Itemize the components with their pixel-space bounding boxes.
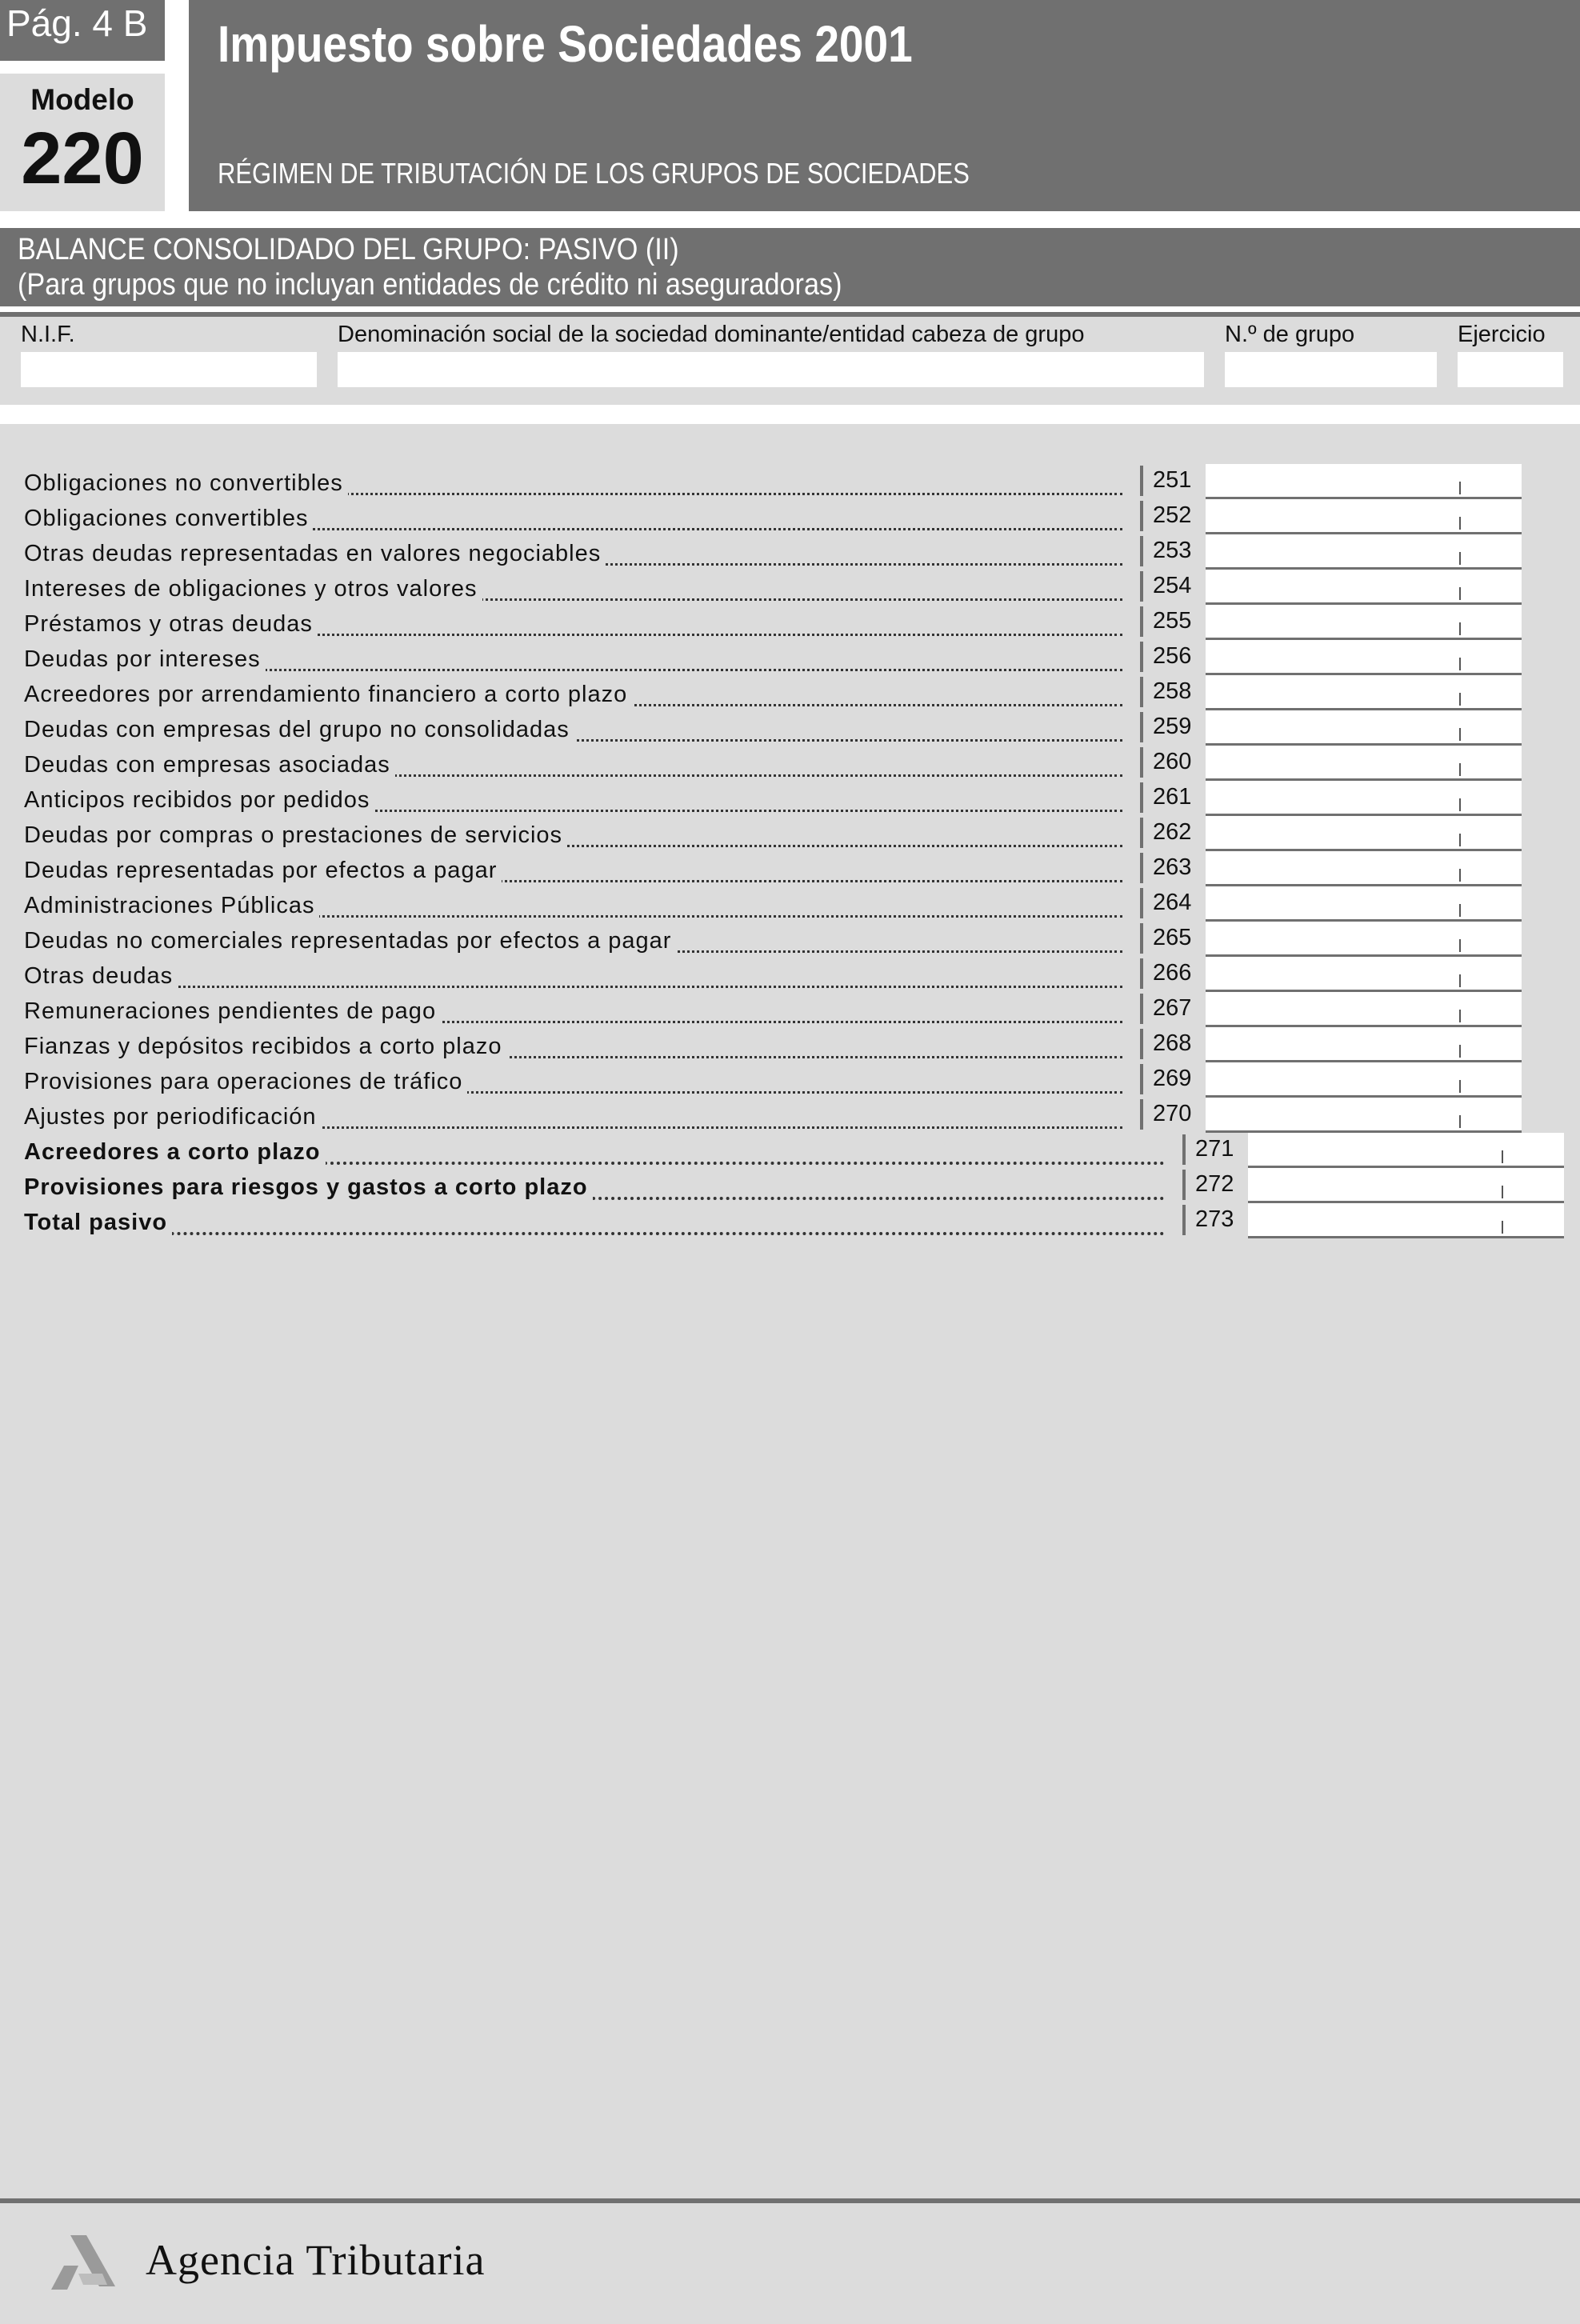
form-title: Impuesto sobre Sociedades 2001 <box>218 15 913 73</box>
form-row <box>0 1062 1580 1098</box>
decimal-separator-mark <box>1459 974 1461 987</box>
row-label: Remuneraciones pendientes de pago <box>24 998 441 1025</box>
amount-field[interactable] <box>1206 464 1522 499</box>
box-code: 254 <box>1153 573 1192 598</box>
section-header <box>0 228 1580 306</box>
decimal-separator-mark <box>1459 552 1461 565</box>
form-row <box>0 746 1580 781</box>
box-number <box>1182 1170 1248 1200</box>
modelo-box <box>0 74 165 211</box>
decimal-separator-mark <box>1502 1150 1503 1163</box>
box-number <box>1140 923 1206 954</box>
form-row <box>0 675 1580 710</box>
box-code: 272 <box>1195 1171 1234 1197</box>
amount-field[interactable] <box>1248 1168 1564 1203</box>
nif-field[interactable] <box>21 352 317 387</box>
box-number <box>1140 958 1206 989</box>
row-label: Deudas representadas por efectos a pagar <box>24 858 502 884</box>
box-code: 251 <box>1153 467 1192 493</box>
box-number <box>1140 501 1206 531</box>
row-label: Deudas por intereses <box>24 646 266 673</box>
decimal-separator-mark <box>1459 869 1461 882</box>
ejercicio-label: Ejercicio <box>1458 322 1546 347</box>
form-row <box>0 640 1580 675</box>
nif-label: N.I.F. <box>21 322 75 347</box>
row-label: Acreedores a corto plazo <box>24 1139 326 1166</box>
box-code: 266 <box>1153 960 1192 986</box>
box-number <box>1140 994 1206 1024</box>
form-row <box>0 781 1580 816</box>
decimal-separator-mark <box>1459 622 1461 635</box>
box-number <box>1140 1064 1206 1094</box>
leader-dots <box>24 963 1122 988</box>
amount-field[interactable] <box>1206 710 1522 746</box>
amount-field[interactable] <box>1206 851 1522 886</box>
decimal-separator-mark <box>1459 517 1461 530</box>
row-label: Provisiones para operaciones de tráfico <box>24 1069 467 1095</box>
modelo-number: 220 <box>21 118 144 199</box>
row-label: Total pasivo <box>24 1210 172 1236</box>
decimal-separator-mark <box>1502 1221 1503 1234</box>
decimal-separator-mark <box>1459 728 1461 741</box>
footer <box>0 2203 1580 2324</box>
amount-field[interactable] <box>1206 499 1522 534</box>
form-row <box>0 816 1580 851</box>
row-label: Anticipos recibidos por pedidos <box>24 787 374 814</box>
amount-field[interactable] <box>1206 992 1522 1027</box>
amount-field[interactable] <box>1206 886 1522 922</box>
identification-panel <box>0 317 1580 405</box>
box-number <box>1140 853 1206 883</box>
denominacion-label: Denominación social de la sociedad dominante/entidad cabeza de grupo <box>338 322 1085 347</box>
amount-field[interactable] <box>1206 570 1522 605</box>
box-code: 256 <box>1153 643 1192 669</box>
box-number <box>1140 571 1206 602</box>
row-label: Deudas por compras o prestaciones de servicios <box>24 822 567 849</box>
box-code: 271 <box>1195 1136 1234 1162</box>
box-code: 267 <box>1153 995 1192 1021</box>
balance-area <box>0 424 1580 2200</box>
box-code: 258 <box>1153 678 1192 704</box>
box-number <box>1140 466 1206 496</box>
form-row <box>0 851 1580 886</box>
form-row <box>0 464 1580 499</box>
section-note: (Para grupos que no incluyan entidades de crédito ni aseguradoras) <box>18 268 842 302</box>
decimal-separator-mark <box>1459 1045 1461 1058</box>
decimal-separator-mark <box>1502 1186 1503 1198</box>
form-subtitle: RÉGIMEN DE TRIBUTACIÓN DE LOS GRUPOS DE SOCIEDADES <box>218 157 970 190</box>
agency-name: Agencia Tributaria <box>146 2236 486 2284</box>
grupo-label: N.º de grupo <box>1225 322 1355 347</box>
form-row <box>0 957 1580 992</box>
box-number <box>1140 642 1206 672</box>
amount-field[interactable] <box>1206 816 1522 851</box>
form-row <box>0 1027 1580 1062</box>
row-label: Otras deudas representadas en valores negociables <box>24 541 606 567</box>
page-label-box <box>0 0 165 61</box>
box-number <box>1140 712 1206 742</box>
amount-field[interactable] <box>1206 534 1522 570</box>
decimal-separator-mark <box>1459 763 1461 776</box>
row-label: Acreedores por arrendamiento financiero a corto plazo <box>24 682 632 708</box>
decimal-separator-mark <box>1459 482 1461 494</box>
box-code: 269 <box>1153 1066 1192 1091</box>
title-banner <box>189 0 1580 211</box>
amount-field[interactable] <box>1206 1062 1522 1098</box>
decimal-separator-mark <box>1459 939 1461 952</box>
amount-field[interactable] <box>1248 1203 1564 1238</box>
form-row <box>0 499 1580 534</box>
decimal-separator-mark <box>1459 693 1461 706</box>
box-code: 252 <box>1153 502 1192 528</box>
row-label: Ajustes por periodificación <box>24 1104 322 1130</box>
row-label: Obligaciones no convertibles <box>24 470 348 497</box>
row-label: Administraciones Públicas <box>24 893 319 919</box>
section-title: BALANCE CONSOLIDADO DEL GRUPO: PASIVO (II) <box>18 233 679 266</box>
amount-field[interactable] <box>1206 781 1522 816</box>
decimal-separator-mark <box>1459 587 1461 600</box>
form-row <box>0 710 1580 746</box>
amount-field[interactable] <box>1206 675 1522 710</box>
box-code: 273 <box>1195 1206 1234 1232</box>
box-code: 264 <box>1153 890 1192 915</box>
box-number <box>1140 818 1206 848</box>
amount-field[interactable] <box>1206 957 1522 992</box>
decimal-separator-mark <box>1459 1080 1461 1093</box>
row-label: Deudas con empresas del grupo no consolidadas <box>24 717 574 743</box>
form-row <box>0 1203 1580 1238</box>
box-code: 261 <box>1153 784 1192 810</box>
amount-field[interactable] <box>1206 1098 1522 1133</box>
box-code: 265 <box>1153 925 1192 950</box>
form-row <box>0 534 1580 570</box>
box-code: 268 <box>1153 1030 1192 1056</box>
box-number <box>1140 606 1206 637</box>
box-code: 263 <box>1153 854 1192 880</box>
decimal-separator-mark <box>1459 834 1461 846</box>
amount-field[interactable] <box>1248 1133 1564 1168</box>
amount-field[interactable] <box>1206 746 1522 781</box>
box-number <box>1182 1134 1248 1165</box>
amount-field[interactable] <box>1206 605 1522 640</box>
box-code: 262 <box>1153 819 1192 845</box>
decimal-separator-mark <box>1459 904 1461 917</box>
denominacion-field[interactable] <box>338 352 1204 387</box>
form-row <box>0 992 1580 1027</box>
box-code: 259 <box>1153 714 1192 739</box>
row-label: Deudas con empresas asociadas <box>24 752 395 778</box>
decimal-separator-mark <box>1459 658 1461 670</box>
row-label: Deudas no comerciales representadas por efectos a pagar <box>24 928 676 954</box>
form-row <box>0 922 1580 957</box>
row-label: Fianzas y depósitos recibidos a corto plazo <box>24 1034 507 1060</box>
row-label: Provisiones para riesgos y gastos a corto plazo <box>24 1174 593 1201</box>
form-row <box>0 1098 1580 1133</box>
decimal-separator-mark <box>1459 1115 1461 1128</box>
row-label: Obligaciones convertibles <box>24 506 313 532</box>
row-label: Otras deudas <box>24 963 178 990</box>
modelo-label: Modelo <box>30 83 134 116</box>
box-number <box>1140 1029 1206 1059</box>
box-code: 255 <box>1153 608 1192 634</box>
page-label: Pág. 4 B <box>6 2 148 44</box>
grupo-field[interactable] <box>1225 352 1437 387</box>
form-row <box>0 605 1580 640</box>
form-row <box>0 570 1580 605</box>
ejercicio-field[interactable] <box>1458 352 1563 387</box>
box-code: 270 <box>1153 1101 1192 1126</box>
agencia-tributaria-logo-icon <box>46 2230 117 2294</box>
amount-field[interactable] <box>1206 922 1522 957</box>
form-row <box>0 886 1580 922</box>
leader-dots <box>24 1210 1165 1235</box>
box-number <box>1140 677 1206 707</box>
decimal-separator-mark <box>1459 798 1461 811</box>
box-number <box>1140 747 1206 778</box>
box-number <box>1140 536 1206 566</box>
box-number <box>1140 888 1206 918</box>
box-code: 260 <box>1153 749 1192 774</box>
box-code: 253 <box>1153 538 1192 563</box>
row-label: Intereses de obligaciones y otros valores <box>24 576 482 602</box>
decimal-separator-mark <box>1459 1010 1461 1022</box>
form-row <box>0 1133 1580 1168</box>
form-row <box>0 1168 1580 1203</box>
amount-field[interactable] <box>1206 640 1522 675</box>
box-number <box>1182 1205 1248 1235</box>
amount-field[interactable] <box>1206 1027 1522 1062</box>
row-label: Préstamos y otras deudas <box>24 611 318 638</box>
box-number <box>1140 1099 1206 1130</box>
box-number <box>1140 782 1206 813</box>
